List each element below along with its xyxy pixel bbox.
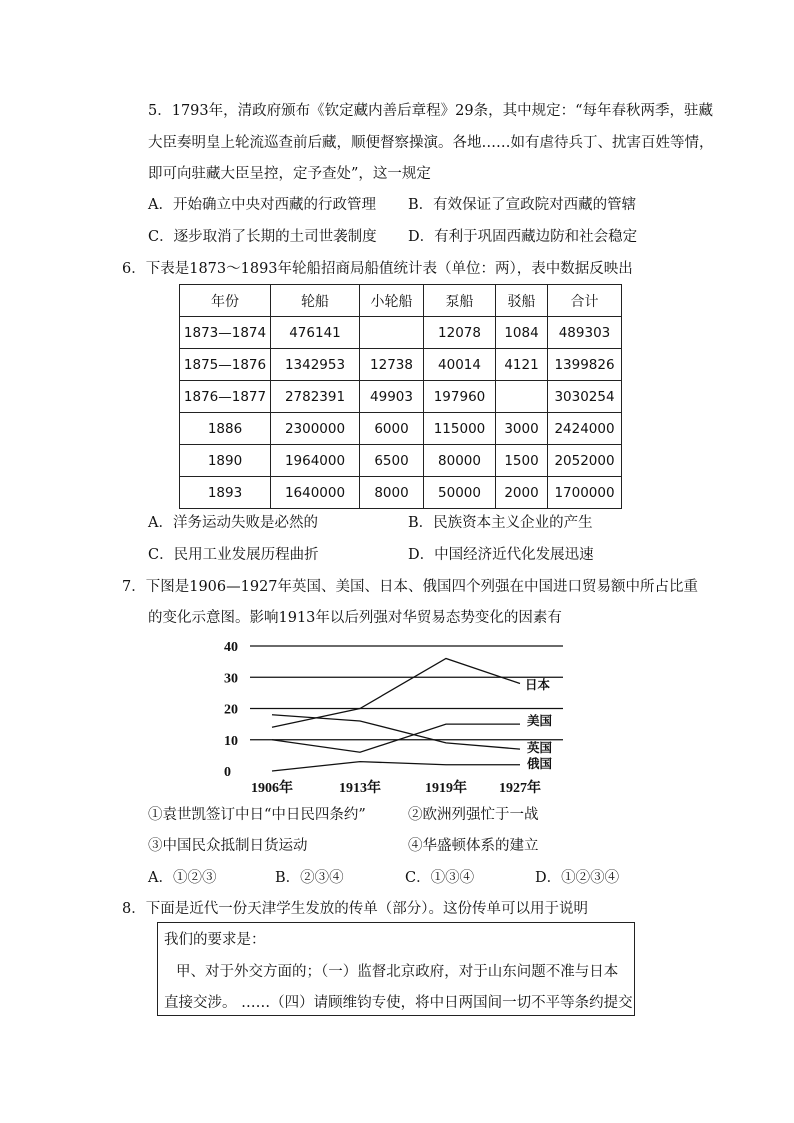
q5-option-a: A．开始确立中央对西藏的行政管理 — [148, 197, 376, 213]
table-cell: 12078 — [424, 317, 496, 349]
q7-statement-4: ④华盛顿体系的建立 — [408, 838, 539, 854]
y-tick-label: 20 — [224, 702, 238, 718]
q7-option-d: D．①②③④ — [535, 870, 620, 886]
chart-y-ticks — [224, 640, 238, 780]
table-header-cell: 泵船 — [424, 285, 496, 317]
table-cell: 115000 — [424, 413, 496, 445]
table-cell: 1964000 — [271, 445, 360, 477]
table-cell: 2782391 — [271, 381, 360, 413]
table-cell: 489303 — [548, 317, 622, 349]
table-cell: 1700000 — [548, 477, 622, 509]
table-cell: 476141 — [271, 317, 360, 349]
x-tick-label: 1927年 — [499, 781, 541, 796]
leaflet-quote-box — [157, 922, 635, 1016]
chart-x-ticks — [251, 779, 541, 796]
q5-stem-line-1: 5．1793年，清政府颁布《钦定藏内善后章程》29条，其中规定：“每年春秋两季，驻藏 — [148, 103, 713, 119]
quote-line-2: 甲、对于外交方面的；（一）监督北京政府，对于山东问题不准与日本 — [176, 964, 619, 980]
series-line-1 — [272, 724, 520, 752]
q8-stem: 8．下面是近代一份天津学生发放的传单（部分）。这份传单可以用于说明 — [122, 901, 588, 917]
chart-series-labels — [525, 677, 553, 771]
table-header-cell: 合计 — [548, 285, 622, 317]
table-cell: 1893 — [180, 477, 271, 509]
quote-line-1: 我们的要求是： — [164, 932, 266, 948]
table-cell: 8000 — [360, 477, 424, 509]
q7-statement-1: ①袁世凯签订中日“中日民四条约” — [148, 807, 366, 823]
table-cell: 2052000 — [548, 445, 622, 477]
table-cell: 80000 — [424, 445, 496, 477]
table-cell: 3000 — [496, 413, 548, 445]
table-cell: 2424000 — [548, 413, 622, 445]
table-cell: 2300000 — [271, 413, 360, 445]
table-header-cell: 小轮船 — [360, 285, 424, 317]
q5-option-b: B．有效保证了宣政院对西藏的管辖 — [408, 197, 637, 213]
ship-value-table — [179, 284, 622, 509]
q6-option-a: A．洋务运动失败是必然的 — [148, 515, 318, 531]
table-row — [180, 413, 622, 445]
table-cell: 3030254 — [548, 381, 622, 413]
table-cell: 1399826 — [548, 349, 622, 381]
table-cell: 6000 — [360, 413, 424, 445]
quote-line-3: 直接交涉。 ……（四）请顾维钧专使，将中日两国间一切不平等条约提交 — [164, 995, 633, 1011]
q6-option-d: D．中国经济近代化发展迅速 — [408, 547, 594, 563]
q7-statement-2: ②欧洲列强忙于一战 — [408, 807, 539, 823]
chart-series — [272, 659, 520, 772]
table-row — [180, 349, 622, 381]
table-cell: 12738 — [360, 349, 424, 381]
y-tick-label: 40 — [224, 640, 238, 655]
table-cell: 4121 — [496, 349, 548, 381]
trade-share-chart — [220, 632, 580, 800]
table-header-cell: 轮船 — [271, 285, 360, 317]
y-tick-label: 30 — [224, 671, 238, 687]
table-row — [180, 317, 622, 349]
table-row — [180, 445, 622, 477]
q7-option-c: C．①③④ — [405, 870, 475, 886]
chart-gridlines — [250, 646, 563, 740]
table-row — [180, 381, 622, 413]
table-cell: 197960 — [424, 381, 496, 413]
table-cell: 1500 — [496, 445, 548, 477]
table-row — [180, 477, 622, 509]
series-line-3 — [272, 762, 520, 771]
q7-stem-line-2: 的变化示意图。影响1913年以后列强对华贸易态势变化的因素有 — [148, 610, 562, 626]
x-tick-label: 1919年 — [425, 781, 467, 796]
series-label: 日本 — [525, 678, 551, 692]
table-header-cell: 驳船 — [496, 285, 548, 317]
q5-stem-line-3: 即可向驻藏大臣呈控，定予查处”，这一规定 — [148, 166, 431, 182]
table-cell: 49903 — [360, 381, 424, 413]
q5-option-d: D．有利于巩固西藏边防和社会稳定 — [408, 229, 638, 245]
q6-stem: 6．下表是1873～1893年轮船招商局船值统计表（单位：两），表中数据反映出 — [122, 261, 633, 277]
q5-option-c: C．逐步取消了长期的土司世袭制度 — [148, 229, 377, 245]
y-tick-label: 0 — [224, 765, 231, 780]
table-cell: 6500 — [360, 445, 424, 477]
table-cell: 1875—1876 — [180, 349, 271, 381]
x-tick-label: 1913年 — [339, 781, 381, 796]
table-cell: 1084 — [496, 317, 548, 349]
series-label: 英国 — [527, 741, 553, 755]
q5-stem-line-2: 大臣奏明皇上轮流巡查前后藏，顺便督察操演。各地……如有虐待兵丁、扰害百姓等情， — [148, 135, 714, 151]
q7-stem-line-1: 7．下图是1906—1927年英国、美国、日本、俄国四个列强在中国进口贸易额中所占比重 — [122, 579, 699, 595]
table-cell: 1886 — [180, 413, 271, 445]
q6-option-c: C．民用工业发展历程曲折 — [148, 547, 319, 563]
series-label: 俄国 — [527, 757, 553, 771]
q7-statement-3: ③中国民众抵制日货运动 — [148, 838, 308, 854]
table-cell: 1873—1874 — [180, 317, 271, 349]
table-cell: 1342953 — [271, 349, 360, 381]
table-cell: 1876—1877 — [180, 381, 271, 413]
table-cell: 50000 — [424, 477, 496, 509]
table-cell — [360, 317, 424, 349]
table-cell: 1890 — [180, 445, 271, 477]
table-cell — [496, 381, 548, 413]
q7-option-b: B．②③④ — [275, 870, 344, 886]
table-cell: 40014 — [424, 349, 496, 381]
y-tick-label: 10 — [224, 733, 238, 749]
table-header-cell: 年份 — [180, 285, 271, 317]
series-label: 美国 — [527, 714, 553, 728]
table-cell: 2000 — [496, 477, 548, 509]
q7-option-a: A．①②③ — [148, 870, 217, 886]
x-tick-label: 1906年 — [251, 781, 293, 796]
table-header-row — [180, 285, 622, 317]
table-cell: 1640000 — [271, 477, 360, 509]
q6-option-b: B．民族资本主义企业的产生 — [408, 515, 593, 531]
